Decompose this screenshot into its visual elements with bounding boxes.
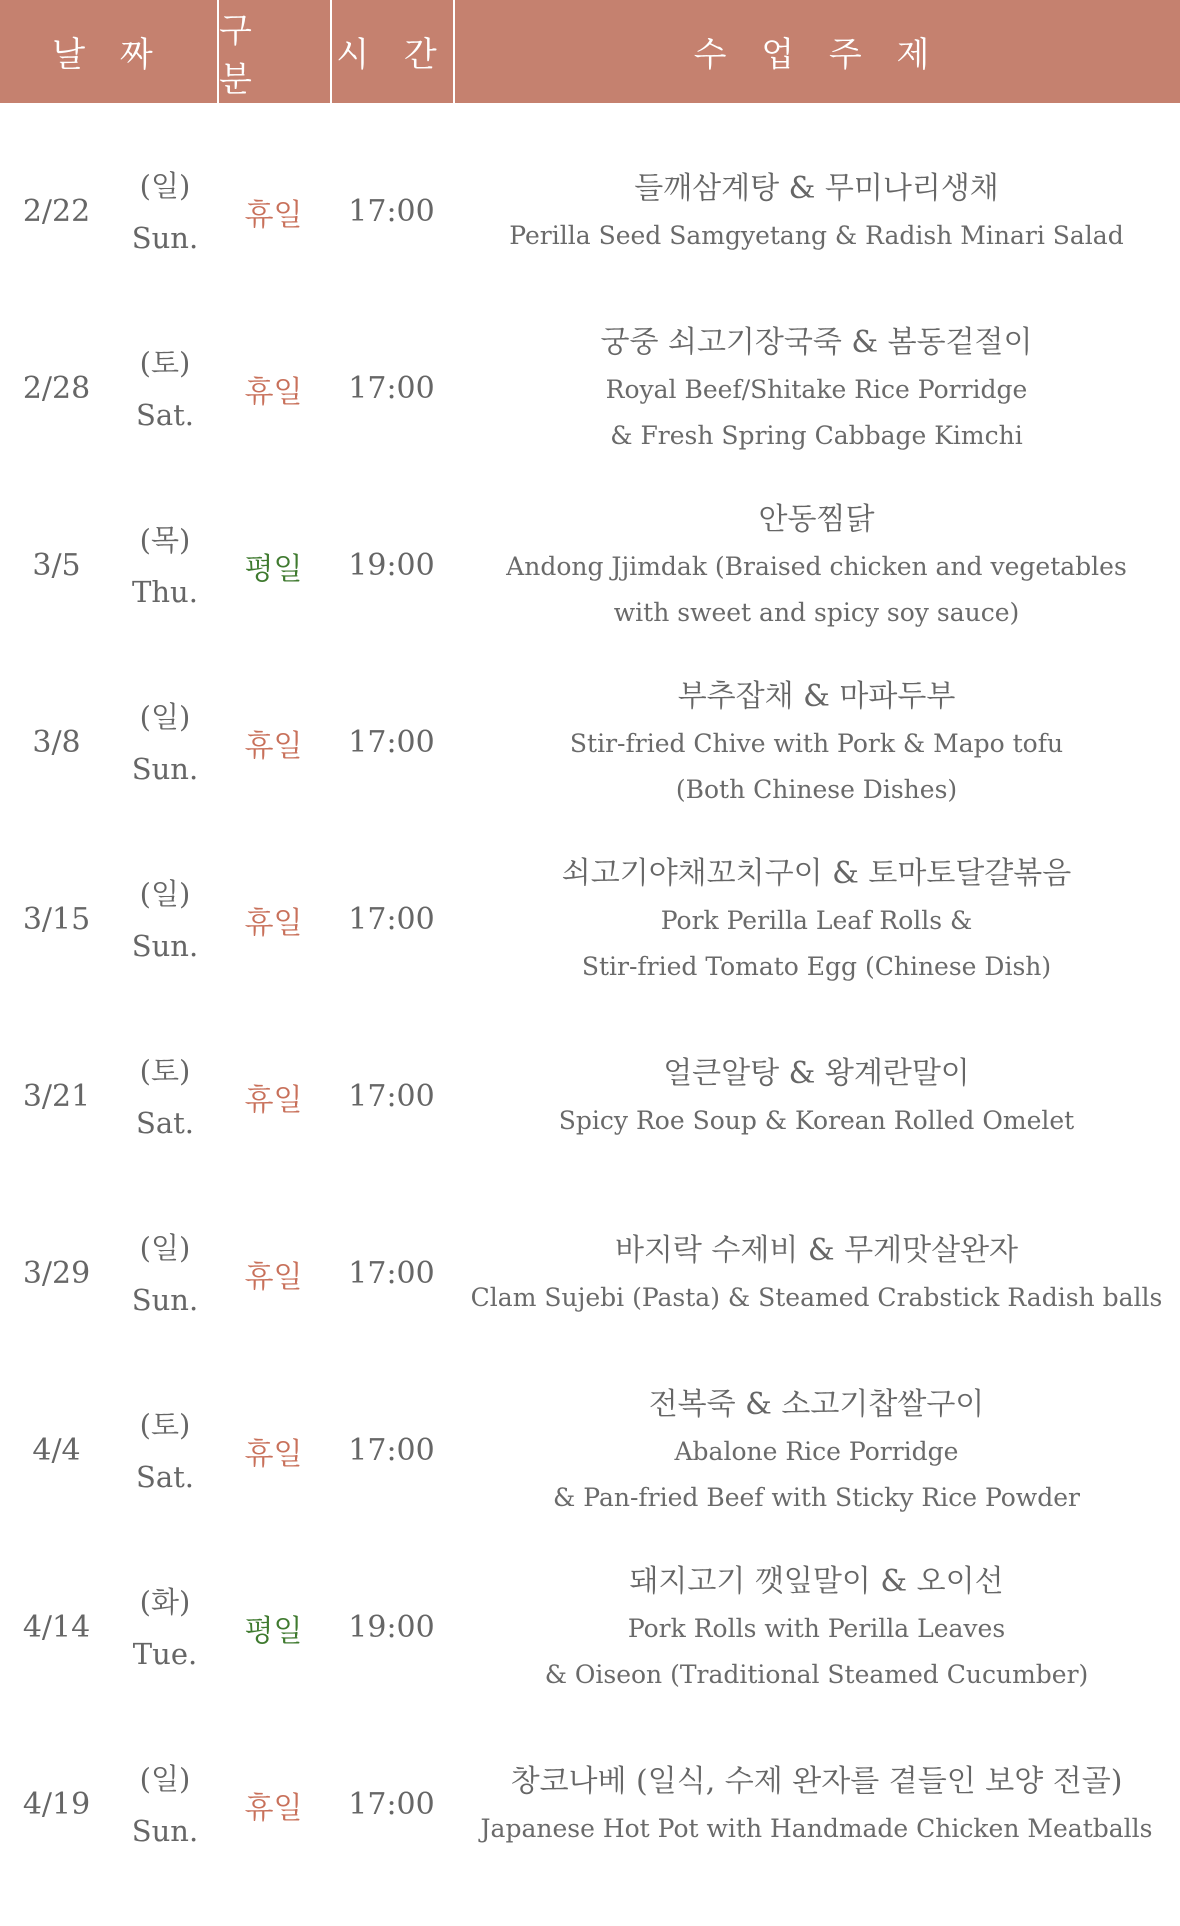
row-category: 휴일 — [244, 1790, 303, 1826]
day-korean: (토) — [139, 1053, 191, 1088]
topic-korean: 돼지고기 깻잎말이 & 오이선 — [629, 1563, 1004, 1599]
topic-korean: 들깨삼계탕 & 무미나리생채 — [634, 170, 999, 206]
day-english: Sun. — [131, 220, 199, 255]
day-english: Tue. — [132, 1636, 198, 1671]
header-category: 구 분 — [217, 0, 330, 103]
row-category: 휴일 — [244, 1259, 303, 1295]
row-time: 17:00 — [348, 1079, 435, 1114]
table-row — [0, 123, 1180, 300]
table-row — [0, 300, 1180, 477]
row-day — [113, 1716, 217, 1893]
row-day — [113, 1008, 217, 1185]
topic-english: Abalone Rice Porridge — [674, 1436, 959, 1466]
row-topic — [453, 477, 1180, 654]
topic-english: Pork Perilla Leaf Rolls & — [660, 905, 973, 935]
topic-english: Stir-fried Chive with Pork & Mapo tofu — [569, 728, 1064, 758]
topic-korean: 부추잡채 & 마파두부 — [677, 678, 956, 714]
day-korean: (일) — [139, 876, 191, 911]
row-date: 2/28 — [22, 371, 91, 406]
row-category: 휴일 — [244, 374, 303, 410]
row-category: 휴일 — [244, 1436, 303, 1472]
row-day — [113, 123, 217, 300]
row-time: 17:00 — [348, 371, 435, 406]
row-topic — [453, 1539, 1180, 1716]
row-time: 17:00 — [348, 902, 435, 937]
topic-korean: 안동찜닭 — [758, 501, 875, 537]
day-korean: (토) — [139, 1407, 191, 1442]
row-topic — [453, 123, 1180, 300]
topic-english: Pork Rolls with Perilla Leaves — [627, 1613, 1006, 1643]
row-date: 3/21 — [22, 1079, 91, 1114]
row-day — [113, 1539, 217, 1716]
row-category: 평일 — [244, 551, 303, 587]
topic-english: Perilla Seed Samgyetang & Radish Minari Salad — [509, 220, 1124, 250]
topic-english: Spicy Roe Soup & Korean Rolled Omelet — [558, 1105, 1075, 1135]
row-date: 3/29 — [22, 1256, 91, 1291]
day-korean: (일) — [139, 1230, 191, 1265]
row-day — [113, 300, 217, 477]
row-time: 17:00 — [348, 1433, 435, 1468]
topic-english: Japanese Hot Pot with Handmade Chicken Meatballs — [480, 1813, 1153, 1843]
topic-english-2: (Both Chinese Dishes) — [675, 774, 958, 804]
table-row — [0, 1539, 1180, 1716]
row-day — [113, 1185, 217, 1362]
table-row — [0, 1185, 1180, 1362]
row-topic — [453, 300, 1180, 477]
topic-english-2: Stir-fried Tomato Egg (Chinese Dish) — [581, 951, 1052, 981]
row-time: 19:00 — [348, 1610, 435, 1645]
day-korean: (토) — [139, 345, 191, 380]
table-row — [0, 1716, 1180, 1893]
row-date: 4/19 — [22, 1787, 91, 1822]
row-date: 4/14 — [22, 1610, 91, 1645]
day-english: Sat. — [135, 397, 195, 432]
day-english: Sat. — [135, 1459, 195, 1494]
header-time: 시 간 — [330, 0, 453, 103]
topic-korean: 쇠고기야채꼬치구이 & 토마토달걀볶음 — [561, 855, 1072, 891]
topic-korean: 궁중 쇠고기장국죽 & 봄동겉절이 — [600, 324, 1033, 360]
topic-korean: 창코나베 (일식, 수제 완자를 곁들인 보양 전골) — [510, 1763, 1123, 1799]
day-english: Sun. — [131, 1813, 199, 1848]
row-date: 4/4 — [32, 1433, 81, 1468]
header-topic: 수 업 주 제 — [453, 0, 1180, 103]
table-row — [0, 477, 1180, 654]
topic-korean: 전복죽 & 소고기찹쌀구이 — [648, 1386, 985, 1422]
row-time: 17:00 — [348, 1256, 435, 1291]
row-day — [113, 831, 217, 1008]
day-korean: (일) — [139, 1761, 191, 1796]
row-date: 2/22 — [22, 194, 91, 229]
table-row — [0, 1362, 1180, 1539]
topic-english-2: & Pan-fried Beef with Sticky Rice Powder — [553, 1482, 1080, 1512]
topic-english: Royal Beef/Shitake Rice Porridge — [605, 374, 1028, 404]
day-english: Sat. — [135, 1105, 195, 1140]
row-topic — [453, 1362, 1180, 1539]
day-english: Sun. — [131, 928, 199, 963]
table-row — [0, 1008, 1180, 1185]
topic-english: Clam Sujebi (Pasta) & Steamed Crabstick Radish balls — [470, 1282, 1163, 1312]
table-row — [0, 831, 1180, 1008]
day-korean: (화) — [139, 1584, 191, 1619]
row-topic — [453, 654, 1180, 831]
row-time: 17:00 — [348, 725, 435, 760]
topic-english-2: with sweet and spicy soy sauce) — [613, 597, 1020, 627]
header-date: 날 짜 — [52, 35, 165, 75]
day-english: Sun. — [131, 1282, 199, 1317]
day-english: Thu. — [132, 574, 198, 609]
row-day — [113, 477, 217, 654]
topic-english-2: & Fresh Spring Cabbage Kimchi — [610, 420, 1023, 450]
day-korean: (일) — [139, 699, 191, 734]
day-korean: (일) — [139, 168, 191, 203]
table-row — [0, 654, 1180, 831]
day-english: Sun. — [131, 751, 199, 786]
topic-english: Andong Jjimdak (Braised chicken and vegetables — [506, 551, 1127, 581]
table-header — [0, 0, 1180, 103]
topic-korean: 바지락 수제비 & 무게맛살완자 — [614, 1232, 1019, 1268]
row-time: 19:00 — [348, 548, 435, 583]
row-category: 휴일 — [244, 197, 303, 233]
row-topic — [453, 831, 1180, 1008]
row-topic — [453, 1716, 1180, 1893]
topic-korean: 얼큰알탕 & 왕계란말이 — [663, 1055, 970, 1091]
row-day — [113, 1362, 217, 1539]
row-date: 3/5 — [32, 548, 81, 583]
row-date: 3/8 — [32, 725, 81, 760]
topic-english-2: & Oiseon (Traditional Steamed Cucumber) — [544, 1659, 1089, 1689]
schedule-table — [0, 103, 1180, 1893]
row-date: 3/15 — [22, 902, 91, 937]
row-time: 17:00 — [348, 194, 435, 229]
row-category: 휴일 — [244, 1082, 303, 1118]
row-time: 17:00 — [348, 1787, 435, 1822]
row-category: 휴일 — [244, 905, 303, 941]
row-topic — [453, 1008, 1180, 1185]
row-topic — [453, 1185, 1180, 1362]
row-category: 휴일 — [244, 728, 303, 764]
row-day — [113, 654, 217, 831]
row-category: 평일 — [244, 1613, 303, 1649]
day-korean: (목) — [139, 522, 191, 557]
